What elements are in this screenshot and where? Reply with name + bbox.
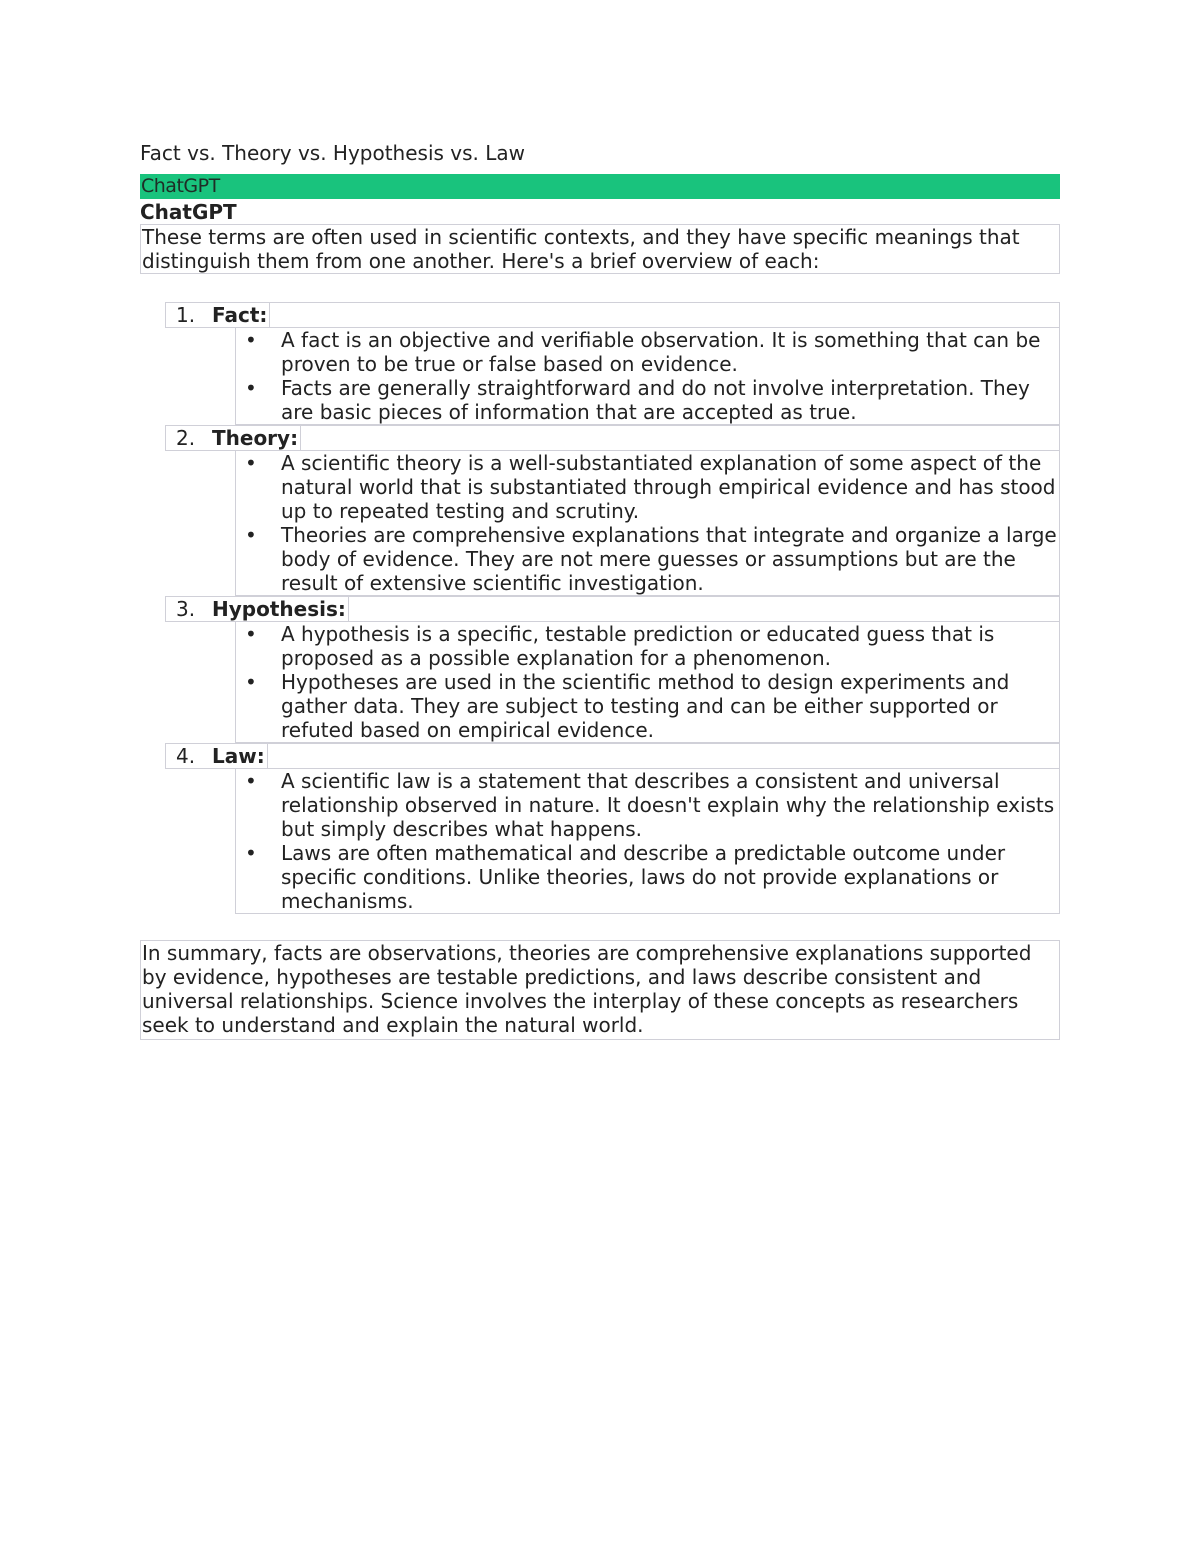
chat-header-bar: ChatGPT bbox=[140, 174, 1060, 199]
document-page bbox=[140, 140, 1060, 1040]
item-number: 4. bbox=[176, 744, 196, 768]
item-heading-row bbox=[165, 425, 1060, 451]
item-term: Theory: bbox=[212, 426, 299, 450]
item-number: 2. bbox=[176, 426, 196, 450]
list-item-law bbox=[140, 743, 1060, 914]
document-title: Fact vs. Theory vs. Hypothesis vs. Law bbox=[140, 141, 526, 165]
list-item-theory bbox=[140, 425, 1060, 596]
list-item-fact bbox=[140, 302, 1060, 425]
bullet-item: • Theories are comprehensive explanations that integrate and organize a large body of evidence. They are not mere guesses or assumptions but are the result of extensive scientific investigation. bbox=[281, 523, 1059, 595]
item-label bbox=[165, 302, 270, 328]
bullet-item: • A scientific law is a statement that describes a consistent and universal relationship observed in nature. It doesn't explain why the relationship exists but simply describes what happens. bbox=[281, 769, 1059, 841]
bullet-item: • Facts are generally straightforward and do not involve interpretation. They are basic pieces of information that are accepted as true. bbox=[281, 376, 1059, 424]
bullet-list bbox=[235, 328, 1060, 425]
definition-list bbox=[140, 302, 1060, 914]
bullet-list bbox=[235, 769, 1060, 914]
item-label bbox=[165, 596, 349, 622]
item-heading-row bbox=[165, 302, 1060, 328]
item-term: Law: bbox=[212, 744, 265, 768]
item-term: Fact: bbox=[212, 303, 268, 327]
item-number: 1. bbox=[176, 303, 196, 327]
list-item-hypothesis bbox=[140, 596, 1060, 743]
item-heading-row bbox=[165, 596, 1060, 622]
bullet-item: • Laws are often mathematical and describe a predictable outcome under specific conditions. Unlike theories, laws do not provide explanations or mechanisms. bbox=[281, 841, 1059, 913]
assistant-name: ChatGPT bbox=[140, 200, 237, 224]
item-heading-row bbox=[165, 743, 1060, 769]
intro-paragraph: These terms are often used in scientific contexts, and they have specific meanings that distinguish them from one another. Here's a brief overview of each: bbox=[140, 224, 1060, 274]
item-label bbox=[165, 425, 301, 451]
bullet-item: • A scientific theory is a well-substantiated explanation of some aspect of the natural world that is substantiated through empirical evidence and has stood up to repeated testing and scrutiny. bbox=[281, 451, 1059, 523]
bullet-item: • A fact is an objective and verifiable observation. It is something that can be proven to be true or false based on evidence. bbox=[281, 328, 1059, 376]
item-number: 3. bbox=[176, 597, 196, 621]
bullet-item: • Hypotheses are used in the scientific method to design experiments and gather data. They are subject to testing and can be either supported or refuted based on empirical evidence. bbox=[281, 670, 1059, 742]
item-label bbox=[165, 743, 268, 769]
summary-paragraph: In summary, facts are observations, theories are comprehensive explanations supported by evidence, hypotheses are testable predictions, and laws describe consistent and universal relationships. Science involves the interplay of these concepts as researchers seek to understand and explain the natural world. bbox=[140, 940, 1060, 1040]
item-term: Hypothesis: bbox=[212, 597, 346, 621]
bullet-list bbox=[235, 622, 1060, 743]
bullet-item: • A hypothesis is a specific, testable prediction or educated guess that is proposed as a possible explanation for a phenomenon. bbox=[281, 622, 1059, 670]
bullet-list bbox=[235, 451, 1060, 596]
